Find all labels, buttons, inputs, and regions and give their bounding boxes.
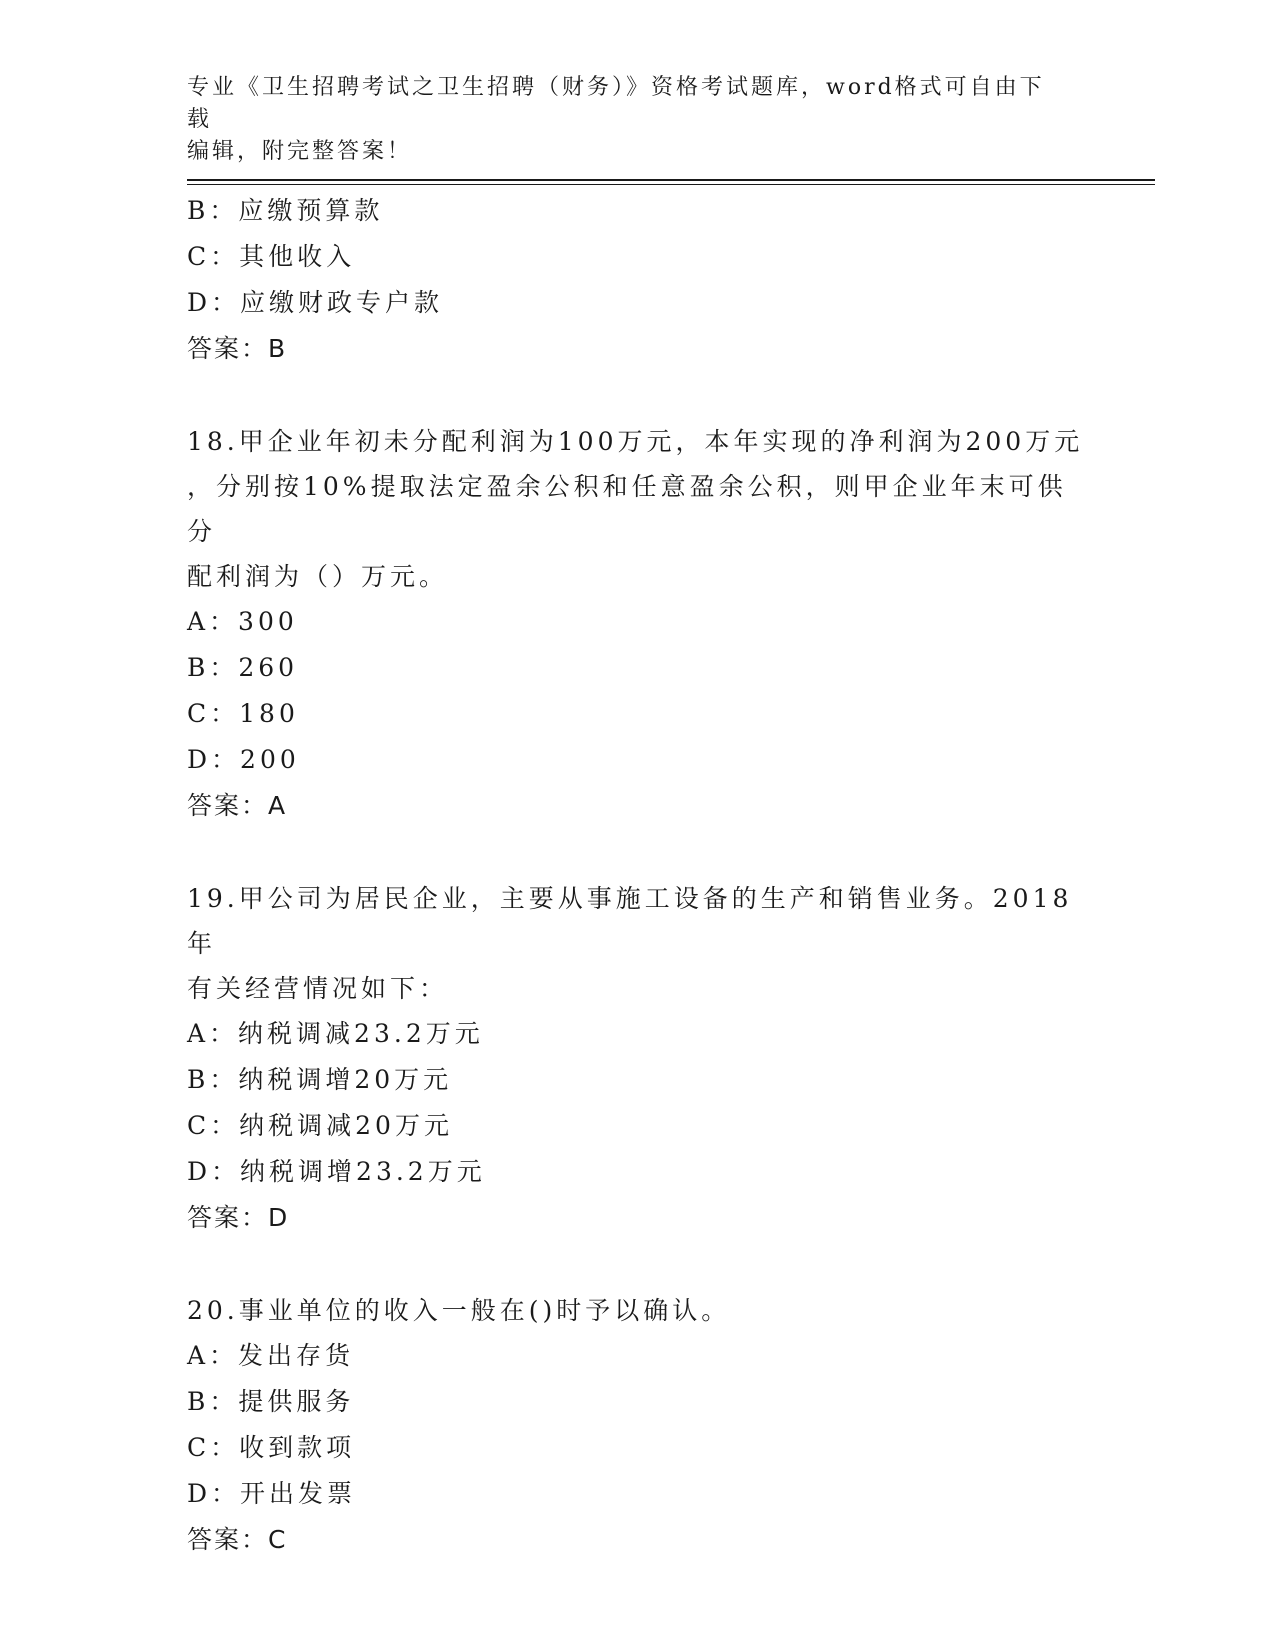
question-spacer	[187, 1241, 1087, 1288]
option-c: C：180	[187, 699, 299, 728]
question-spacer	[187, 372, 1087, 419]
answer-line: 答案：D	[187, 1203, 290, 1232]
question-text-line: 19.甲公司为居民企业，主要从事施工设备的生产和销售业务。2018年	[187, 884, 1073, 958]
header-title-line-1: 专业《卫生招聘考试之卫生招聘（财务）》资格考试题库，word格式可自由下载	[187, 75, 1045, 132]
question-18	[187, 419, 1087, 829]
question-list	[187, 188, 1087, 1563]
answer-line: 答案：C	[187, 1525, 288, 1554]
option-d: D：200	[187, 745, 300, 774]
option-b: B：应缴预算款	[187, 196, 384, 225]
option-b: B：260	[187, 653, 299, 682]
question-text-line: 有关经营情况如下：	[187, 974, 449, 1003]
document-header	[187, 72, 1067, 168]
option-d: D：纳税调增23.2万元	[187, 1157, 486, 1186]
question-spacer	[187, 829, 1087, 876]
answer-line: 答案：A	[187, 791, 288, 820]
header-title-line-2: 编辑，附完整答案！	[187, 139, 413, 164]
option-a: A：300	[187, 607, 298, 636]
option-c: C：收到款项	[187, 1433, 356, 1462]
option-a: A：纳税调减23.2万元	[187, 1019, 484, 1048]
answer-line: 答案：B	[187, 334, 288, 363]
option-b: B：提供服务	[187, 1387, 355, 1416]
question-17	[187, 188, 1087, 372]
option-a: A：发出存货	[187, 1341, 355, 1370]
question-text-line: 18.甲企业年初未分配利润为100万元，本年实现的净利润为200万元	[187, 427, 1084, 456]
question-text-line: 20.事业单位的收入一般在()时予以确认。	[187, 1296, 731, 1325]
option-d: D：开出发票	[187, 1479, 357, 1508]
option-d: D：应缴财政专户款	[187, 288, 444, 317]
question-19	[187, 876, 1087, 1241]
question-text-line: ，分别按10%提取法定盈余公积和任意盈余公积，则甲企业年末可供分	[187, 472, 1067, 546]
header-divider-thin	[187, 184, 1155, 185]
question-20	[187, 1288, 1087, 1563]
option-c: C：纳税调减20万元	[187, 1111, 453, 1140]
option-c: C：其他收入	[187, 242, 356, 271]
option-b: B：纳税调增20万元	[187, 1065, 453, 1094]
header-divider-thick	[187, 179, 1155, 181]
question-text-line: 配利润为（）万元。	[187, 562, 449, 591]
